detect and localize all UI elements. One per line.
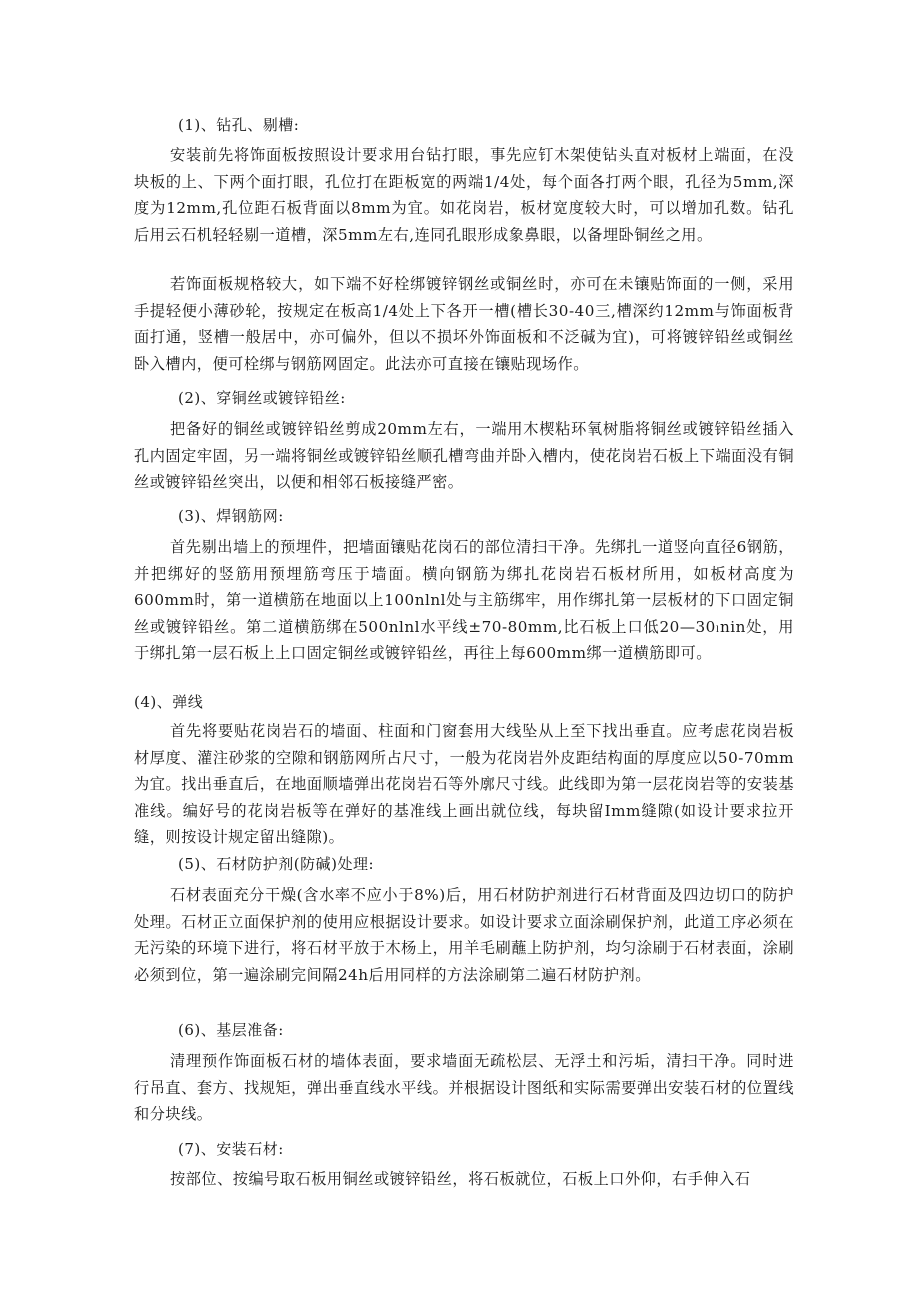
section-2-heading: (2)、穿铜丝或镀锌铅丝: [178,389,346,407]
section-3-heading: (3)、焊钢筋网: [178,507,284,525]
section-7-paragraph-1: 按部位、按编号取石板用铜丝或镀锌铅丝，将石板就位，石板上口外仰，右手伸入石 [170,1170,751,1188]
section-6-paragraph-1: 清理预作饰面板石材的墙体表面，要求墙面无疏松层、无浮土和污垢，清扫干净。同时进行吊直、套方、找规矩，弹出垂直线水平线。并根据设计图纸和实际需要弹出安装石材的位置线和分块线。 [134,1052,794,1123]
section-1-heading: (1)、钻孔、剔槽: [178,116,300,134]
section-5-paragraph-1: 石材表面充分干燥(含水率不应小于8%)后，用石材防护剂进行石材背面及四边切口的防护处理。石材正立面保护剂的使用应根据设计要求。如设计要求立面涂刷保护剂，此道工序必须在无污染的环境下进行，将石材平放于木杨上，用羊毛刷蘸上防护剂，均匀涂刷于石材表面，涂刷必须到位，第一遍涂刷完间隔24h后用同样的方法涂刷第二遍石材防护剂。 [134,886,794,984]
section-1-paragraph-1: 安装前先将饰面板按照设计要求用台钻打眼，事先应钉木架使钻头直对板材上端面，在没块板的上、下两个面打眼，孔位打在距板宽的两端1/4处，每个面各打两个眼，孔径为5mm,深度为12mm,孔位距石板背面以8mm为宜。如花岗岩，板材宽度较大时，可以增加孔数。钻孔后用云石机轻轻剔一道槽，深5mm左右,连同孔眼形成象鼻眼，以备埋卧铜丝之用。 [134,146,794,244]
section-4-paragraph-1: 首先将要贴花岗岩石的墙面、柱面和门窗套用大线坠从上至下找出垂直。应考虑花岗岩板材厚度、灌注砂浆的空隙和钢筋网所占尺寸，一般为花岗岩外皮距结构面的厚度应以50-70mm为宜。找出垂直后，在地面顺墙弹出花岗岩石等外廓尺寸线。此线即为第一层花岗岩等的安装基准线。编好号的花岗岩板等在弹好的基准线上画出就位线，每块留Imm缝隙(如设计要求拉开缝，则按设计规定留出缝隙)。 [134,722,794,846]
section-4-heading: (4)、弹线 [134,693,204,711]
section-6-heading: (6)、基层准备: [178,1021,284,1039]
section-2-paragraph-1: 把备好的铜丝或镀锌铅丝剪成20mm左右，一端用木楔粘环氧树脂将铜丝或镀锌铅丝插入孔内固定牢固，另一端将铜丝或镀锌铅丝顺孔槽弯曲并卧入槽内，使花岗岩石板上下端面没有铜丝或镀锌铅丝突出，以便和相邻石板接缝严密。 [134,420,794,491]
section-7-heading: (7)、安装石材: [178,1140,284,1158]
section-3-paragraph-1: 首先剔出墙上的预埋件，把墙面镶贴花岗石的部位清扫干净。先绑扎一道竖向直径6钢筋，并把绑好的竖筋用预埋筋弯压于墙面。横向钢筋为绑扎花岗岩石板材所用，如板材高度为600mm时，第一道横筋在地面以上100nlnl处与主筋绑牢，用作绑扎第一层板材的下口固定铜丝或镀锌铅丝。第二道横筋绑在500nlnl水平线±70-80mm,比石板上口低20—30ₗnin处，用于绑扎第一层石板上上口固定铜丝或镀锌铅丝，再往上每600mm绑一道横筋即可。 [134,538,794,662]
section-1-paragraph-2: 若饰面板规格较大，如下端不好栓绑镀锌钢丝或铜丝时，亦可在未镶贴饰面的一侧，采用手提轻便小薄砂轮，按规定在板高1/4处上下各开一槽(槽长30-40三,槽深约12mm与饰面板背面打通，竖槽一般居中，亦可偏外，但以不损坏外饰面板和不泛碱为宜)，可将镀锌铅丝或铜丝卧入槽内，便可栓绑与钢筋网固定。此法亦可直接在镶贴现场作。 [134,275,794,373]
section-5-heading: (5)、石材防护剂(防碱)处理: [178,855,375,873]
